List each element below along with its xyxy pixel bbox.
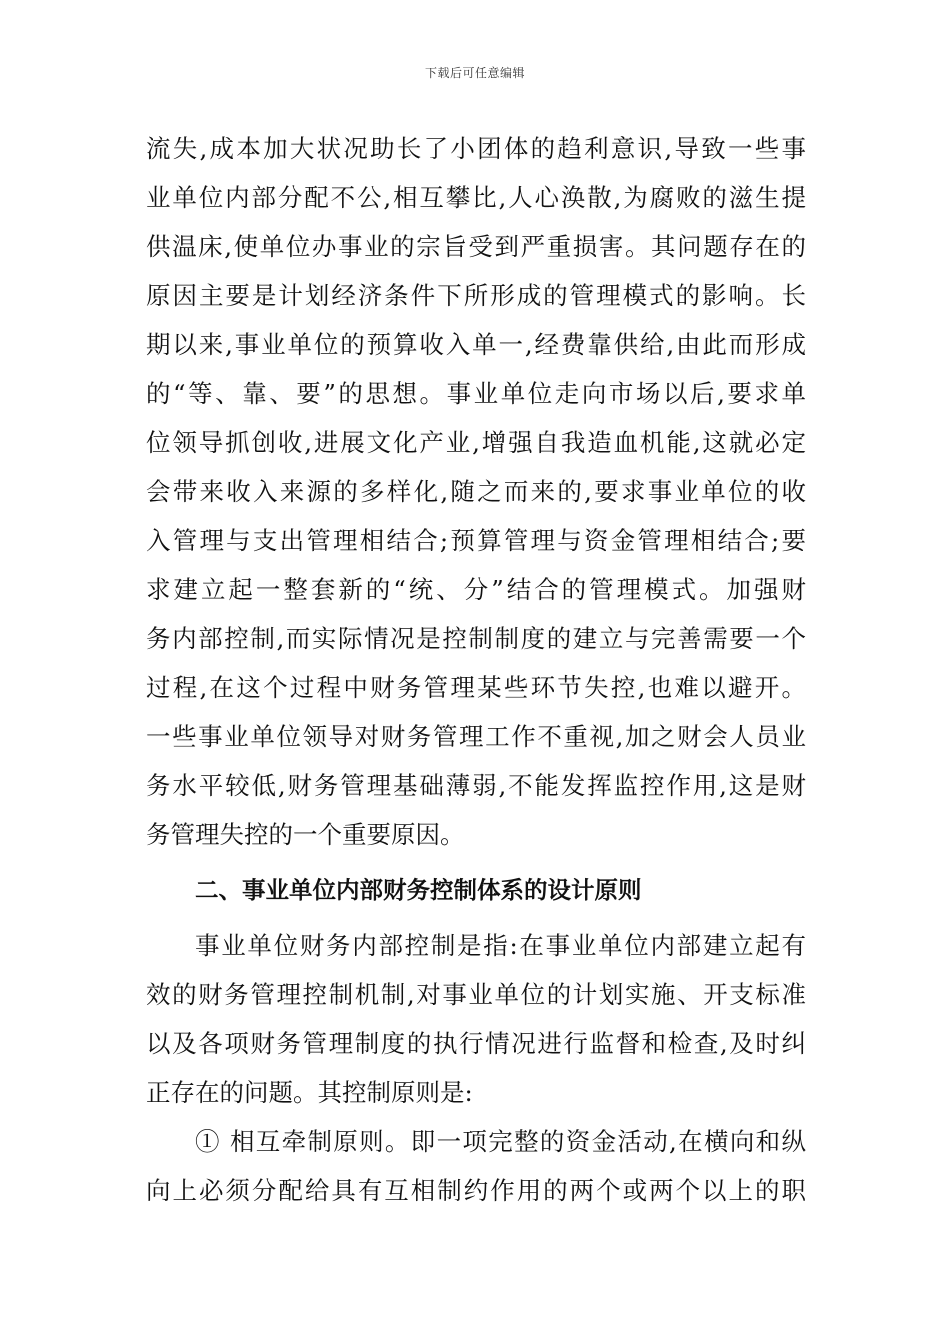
text-line: 效的财务管理控制机制,对事业单位的计划实施、开支标准 xyxy=(146,980,806,1009)
section-heading: 二、事业单位内部财务控制体系的设计原则 xyxy=(195,876,642,904)
text-line: 正存在的问题。其控制原则是: xyxy=(146,1078,473,1107)
text-line: 以及各项财务管理制度的执行情况进行监督和检查,及时纠 xyxy=(146,1029,806,1058)
text-line: 的“等、靠、要”的思想。事业单位走向市场以后,要求单 xyxy=(146,379,806,408)
page-header: 下载后可任意编辑 xyxy=(424,66,525,80)
text-line: 务管理失控的一个重要原因。 xyxy=(146,820,465,849)
text-line: 求建立起一整套新的“统、分”结合的管理模式。加强财 xyxy=(146,575,806,604)
text-line: 一些事业单位领导对财务管理工作不重视,加之财会人员业 xyxy=(146,722,806,751)
text-line: 位领导抓创收,进展文化产业,增强自我造血机能,这就必定 xyxy=(146,428,806,457)
text-line: ① 相互牵制原则。即一项完整的资金活动,在横向和纵 xyxy=(195,1127,806,1156)
text-line: 向上必须分配给具有互相制约作用的两个或两个以上的职 xyxy=(146,1176,806,1205)
text-line: 过程,在这个过程中财务管理某些环节失控,也难以避开。 xyxy=(146,673,806,702)
text-line: 原因主要是计划经济条件下所形成的管理模式的影响。长 xyxy=(146,281,806,310)
paragraph-2 xyxy=(146,921,806,1117)
text-line: 务水平较低,财务管理基础薄弱,不能发挥监控作用,这是财 xyxy=(146,771,806,800)
text-line: 期以来,事业单位的预算收入单一,经费靠供给,由此而形成 xyxy=(146,330,806,359)
paragraph-3 xyxy=(146,1117,806,1215)
text-line: 业单位内部分配不公,相互攀比,人心涣散,为腐败的滋生提 xyxy=(146,183,806,212)
document-body xyxy=(146,124,806,1215)
text-line: 务内部控制,而实际情况是控制制度的建立与完善需要一个 xyxy=(146,624,806,653)
text-line: 入管理与支出管理相结合;预算管理与资金管理相结合;要 xyxy=(146,526,806,555)
text-line: 会带来收入来源的多样化,随之而来的,要求事业单位的收 xyxy=(146,477,806,506)
text-line: 事业单位财务内部控制是指:在事业单位内部建立起有 xyxy=(195,931,806,960)
text-line: 供温床,使单位办事业的宗旨受到严重损害。其问题存在的 xyxy=(146,232,806,261)
text-line: 流失,成本加大状况助长了小团体的趋利意识,导致一些事 xyxy=(146,134,806,163)
paragraph-1 xyxy=(146,124,806,859)
